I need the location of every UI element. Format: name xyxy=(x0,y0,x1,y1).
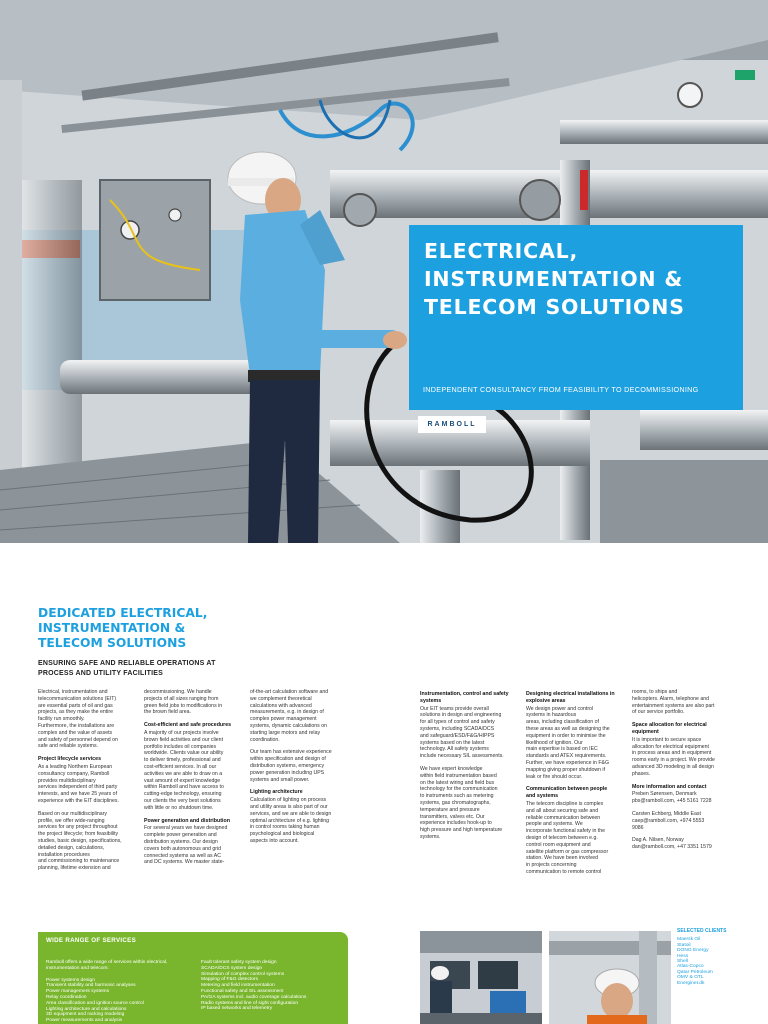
text-line: technology. All safety systems xyxy=(420,746,489,753)
text-line: psychological and biological xyxy=(250,831,315,838)
text-line: decommissioning. We handle xyxy=(144,689,212,695)
text-line: and safety of personnel depend on xyxy=(38,736,118,743)
hero-title-line: ELECTRICAL, xyxy=(424,239,579,263)
text-line: for all types of control and safety xyxy=(420,719,495,726)
paragraph xyxy=(420,706,520,760)
paragraph xyxy=(144,689,244,716)
text-line: Instrumentation, control and safety xyxy=(420,691,509,697)
text-line: telecommunication solutions (EIT) xyxy=(38,695,117,702)
text-line: transmitters, valves etc. Our xyxy=(420,813,485,820)
photo-control-room xyxy=(420,931,542,1024)
text-line: rooms, to ships and xyxy=(632,689,678,695)
paragraph xyxy=(250,797,350,845)
text-line: services, and we are able to design xyxy=(250,810,332,817)
text-line: Functional safety and SIL assessment xyxy=(201,988,284,994)
text-line: IP based networks and telemetry xyxy=(201,1006,273,1012)
contact-paragraph xyxy=(632,811,732,831)
text-line: We have expert knowledge xyxy=(420,765,483,772)
text-line: portfolio includes oil companies xyxy=(144,743,217,750)
text-line: Designing electrical installations in xyxy=(526,691,615,697)
text-line: interests, and we have 25 years of xyxy=(38,791,118,798)
text-line: The telecom discipline is complex xyxy=(526,800,604,807)
text-line: experience with the EIT disciplines. xyxy=(38,797,119,804)
paragraph xyxy=(632,737,732,778)
text-line: equipment xyxy=(632,728,659,735)
text-line: 9086 xyxy=(632,824,644,831)
text-line: explosive areas xyxy=(526,697,566,704)
control-room-image xyxy=(420,931,542,1024)
text-line: services for any project throughout xyxy=(38,824,118,831)
text-line: Simulation of complex control systems xyxy=(201,971,285,977)
text-line: with little or no shutdown time. xyxy=(144,804,214,811)
section-subtitle xyxy=(38,659,338,679)
section-subtitle-line: PROCESS AND UTILITY FACILITIES xyxy=(38,670,164,677)
text-line: Based on our multidisciplinary xyxy=(38,810,107,817)
text-line: worldwide. Clients value our ability xyxy=(144,750,224,757)
text-line: activities we are able to draw on a xyxy=(144,770,223,777)
text-line: systems xyxy=(420,697,442,704)
text-line: in projects concerning xyxy=(526,862,577,869)
text-line: Dag A. Nilsen, Norway xyxy=(632,837,684,844)
text-line: covers both autonomous and grid xyxy=(144,845,221,852)
text-line: advanced 3D modeling in all design xyxy=(632,763,714,770)
paragraph xyxy=(526,801,626,876)
text-line: Transient stability and harmonic analyses xyxy=(46,983,136,989)
text-line: and systems xyxy=(526,793,559,800)
text-line: equipment in order to minimise the xyxy=(526,732,606,739)
text-line: to instruments such as metering xyxy=(420,793,494,800)
text-line: installation procedures xyxy=(38,851,90,858)
text-line: Radio systems and line of sight configuration xyxy=(201,1000,299,1006)
text-column-1 xyxy=(38,689,138,878)
text-line: Area classification and ignition source control xyxy=(46,1000,144,1006)
text-line: our clients the very best solutions xyxy=(144,797,221,804)
text-line: Energinet.dk xyxy=(677,980,705,986)
text-line: planning, lifetime extension and xyxy=(38,865,111,872)
text-line: solutions in design and engineering xyxy=(420,712,502,719)
text-line: satellite platform or gas compressor xyxy=(526,848,609,855)
text-line: connected systems as well as AC xyxy=(144,852,221,859)
text-line: and commissioning to maintenance xyxy=(38,858,120,865)
text-line: Calculation of lighting on process xyxy=(250,797,327,804)
text-line: Carsten Echberg, Middle East xyxy=(632,810,701,817)
text-line: power generation including UPS xyxy=(250,769,325,776)
text-line: Fault tolerant safety system design xyxy=(201,960,277,965)
text-line: As a leading Northern European xyxy=(38,763,113,770)
text-line: projects, as they make the entire xyxy=(38,709,113,716)
text-line: high pressure and high temperature xyxy=(420,827,503,834)
text-line: PA/GA systems incl. audio coverage calculations xyxy=(201,994,307,1000)
text-line: profile, we offer wide-ranging xyxy=(38,817,105,824)
text-line: Our team has extensive experience xyxy=(250,749,332,756)
text-line: vast amount of expert knowledge xyxy=(144,777,221,784)
text-line: control room equipment and xyxy=(526,841,591,848)
text-line: allocation for electrical equipment xyxy=(632,743,709,750)
text-column-5 xyxy=(526,689,626,882)
text-line: phases. xyxy=(632,770,651,777)
text-line: cutting-edge technology, ensuring xyxy=(144,791,222,798)
ramboll-logo: RAMBOLL xyxy=(418,416,486,433)
text-line: in control rooms taking human xyxy=(250,824,320,831)
text-line: include necessary SIL assessments. xyxy=(420,753,504,760)
subheading: More information and contact xyxy=(632,783,707,790)
text-line: in process areas and in equipment xyxy=(632,750,712,757)
text-line: are essential parts of oil and gas xyxy=(38,702,113,709)
text-line: Statoil xyxy=(677,942,691,948)
text-line: reliable communication between xyxy=(526,814,601,821)
selected-clients xyxy=(677,929,757,986)
text-line: within field instrumentation based xyxy=(420,772,497,779)
paragraph xyxy=(250,749,350,783)
text-column-3 xyxy=(250,689,350,851)
text-line: detailed design, calculations, xyxy=(38,844,105,851)
text-line: leak or fire should occur. xyxy=(526,773,583,780)
text-line: to deliver timely, professional and xyxy=(144,757,221,764)
section-title xyxy=(38,606,268,651)
text-line: systems, dynamic calculations on xyxy=(250,722,327,729)
paragraph xyxy=(38,811,138,872)
text-line: incorporate functional safety in the xyxy=(526,828,606,835)
text-line: and utility areas is also part of our xyxy=(250,803,328,810)
text-line: provides multidisciplinary xyxy=(38,777,96,784)
text-line: Maersk Oil xyxy=(677,937,701,943)
text-line: green field jobs to modifications in xyxy=(144,702,223,709)
text-line: cost-efficient services. In all our xyxy=(144,763,217,770)
text-line: 3D equipment and racking modeling xyxy=(46,1012,125,1018)
text-line: coordination. xyxy=(250,736,280,743)
hero-title-line: INSTRUMENTATION & xyxy=(424,267,683,291)
paragraph xyxy=(526,706,626,781)
text-line: Ramboll offers a wide range of services within electrical, xyxy=(46,960,168,965)
text-column-4 xyxy=(420,689,520,847)
text-line: Hess xyxy=(677,953,689,959)
clients-list xyxy=(677,937,757,986)
text-line: DONG Energy xyxy=(677,948,709,954)
subheading xyxy=(632,722,732,736)
subheading: Project lifecycle services xyxy=(38,756,102,763)
text-line: station. We have been involved xyxy=(526,855,598,862)
paragraph xyxy=(38,689,138,750)
text-line: the project lifecycle; from feasibility xyxy=(38,831,119,838)
text-line: temperature and pressure xyxy=(420,806,480,813)
text-line: main expertise is based on IEC xyxy=(526,746,598,753)
photo-engineer xyxy=(549,931,671,1024)
text-line: safe and reliable systems. xyxy=(38,743,98,750)
text-line: complete power generation and xyxy=(144,832,217,839)
hero-title-line: TELECOM SOLUTIONS xyxy=(424,295,685,319)
text-line: Power measurements and analysis xyxy=(46,1018,123,1024)
text-line: mapping giving proper shutdown if xyxy=(526,766,606,773)
text-line: A majority of our projects involve xyxy=(144,729,219,736)
text-line: design of telecom between e.g. xyxy=(526,834,598,841)
text-line: Further, we have experience in F&G xyxy=(526,759,610,766)
text-column-6 xyxy=(632,689,732,857)
text-line: For several years we have designed xyxy=(144,825,228,832)
text-line: the brown field area. xyxy=(144,709,192,716)
text-line: complex power management xyxy=(250,716,317,723)
text-line: likelihood of ignition. Our xyxy=(526,739,583,746)
text-line: OMV & OTL xyxy=(677,975,704,981)
services-right-list xyxy=(201,960,341,1012)
text-line: aspects into account. xyxy=(250,837,299,844)
text-line: Furthermore, the installations are xyxy=(38,722,115,729)
contact-paragraph xyxy=(632,791,732,805)
text-column-2 xyxy=(144,689,244,872)
services-heading: WIDE RANGE OF SERVICES xyxy=(46,937,137,944)
text-line: We design power and control xyxy=(526,705,594,712)
text-line: rooms early in a project. We provide xyxy=(632,757,715,764)
text-line: Metering and field instrumentation xyxy=(201,983,275,989)
text-line: systems in hazardous xyxy=(526,712,577,719)
paragraph xyxy=(632,689,732,716)
text-line: Communication between people xyxy=(526,786,608,793)
text-line: Mapping of F&G detectors xyxy=(201,977,259,983)
section-title-line: TELECOM SOLUTIONS xyxy=(38,636,187,650)
text-line: complex and the value of assets xyxy=(38,729,113,736)
hero-title-box xyxy=(409,225,743,410)
text-line: Space allocation for electrical xyxy=(632,722,707,729)
text-line: technology for the communication xyxy=(420,786,498,793)
text-line: Qatar Petroleum xyxy=(677,969,713,975)
text-line: pbs@ramboll.com, +45 5161 7228 xyxy=(632,798,712,805)
clients-heading: SELECTED CLIENTS xyxy=(677,928,727,934)
text-line: and all about securing safe and xyxy=(526,807,599,814)
text-line: distribution systems, emergency xyxy=(250,762,325,769)
text-line: optimal architecture of e.g. lighting xyxy=(250,817,330,824)
text-line: services independent of third party xyxy=(38,784,118,791)
text-line: starting large motors and relay xyxy=(250,729,321,736)
text-line: and safeguard/ESD/F&G/HIPPS xyxy=(420,732,495,739)
text-line: brown field activities and our client xyxy=(144,736,224,743)
text-line: Relay coordination xyxy=(46,994,87,1000)
text-line: consultancy company, Ramboll xyxy=(38,770,110,777)
text-line: communication to remote control xyxy=(526,868,602,875)
paragraph xyxy=(144,730,244,812)
subheading xyxy=(526,691,626,705)
text-line: Atlas-Copco xyxy=(677,964,704,970)
text-line: entertainment systems are also part xyxy=(632,702,715,709)
subheading: Cost-efficient and safe procedures xyxy=(144,722,232,729)
services-left-list xyxy=(46,978,196,1024)
text-line: It is important to secure space xyxy=(632,736,702,743)
contact-paragraph xyxy=(632,837,732,851)
section-title-line: DEDICATED ELECTRICAL, xyxy=(38,606,208,620)
services-box xyxy=(38,932,348,1024)
text-line: Preben Sørensen, Denmark xyxy=(632,791,697,798)
text-line: these areas as well as designing the xyxy=(526,725,610,732)
text-line: systems and small power. xyxy=(250,776,310,783)
subheading xyxy=(420,691,520,705)
section-subtitle-line: ENSURING SAFE AND RELIABLE OPERATIONS AT xyxy=(38,660,216,667)
subheading: Power generation and distribution xyxy=(144,817,230,824)
subheading xyxy=(526,786,626,800)
text-line: SCADA/DCS system design xyxy=(201,965,263,971)
text-line: Power systems design xyxy=(46,977,95,983)
services-left-column xyxy=(46,960,196,1024)
text-line: dan@ramboll.com, +47 3351 1579 xyxy=(632,844,712,851)
paragraph xyxy=(144,825,244,866)
subheading: Lighting architecture xyxy=(250,789,303,796)
text-line: within Ramboll and have access to xyxy=(144,784,224,791)
text-line: Electrical, instrumentation and xyxy=(38,689,108,695)
text-line: we complement theoretical xyxy=(250,695,312,702)
text-line: Power management systems xyxy=(46,989,110,995)
engineer-image xyxy=(549,931,671,1024)
section-title-line: INSTRUMENTATION & xyxy=(38,621,186,635)
text-line: facility run smoothly. xyxy=(38,716,85,723)
text-line: on the latest wiring and field bus xyxy=(420,779,495,786)
text-line: helicopters. Alarm, telephone and xyxy=(632,695,709,702)
text-line: people and systems. We xyxy=(526,821,583,828)
hero-subtitle: INDEPENDENT CONSULTANCY FROM FEASIBILITY TO DECOMMISSIONING xyxy=(423,385,699,394)
services-intro xyxy=(46,960,196,972)
text-line: projects of all sizes ranging from xyxy=(144,695,219,702)
text-line: studies, basic design, specifications, xyxy=(38,837,122,844)
text-line: Our EIT teams provide overall xyxy=(420,705,489,712)
text-line: measurements, e.g. in design of xyxy=(250,709,324,716)
paragraph xyxy=(250,689,350,743)
text-line: experience includes hook-up to xyxy=(420,820,492,827)
text-line: areas, including classification of xyxy=(526,719,599,726)
text-line: of-the-art calculation software and xyxy=(250,689,329,695)
paragraph xyxy=(420,766,520,841)
text-line: Shell xyxy=(677,959,688,965)
text-line: instrumentation and telecom: xyxy=(46,965,109,971)
text-line: systems, including SCADA/DCS xyxy=(420,725,495,732)
text-line: within specification and design of xyxy=(250,756,326,763)
text-line: distribution systems. Our design xyxy=(144,838,218,845)
text-line: standards and ATEX requirements. xyxy=(526,753,607,760)
text-line: calculations with advanced xyxy=(250,702,312,709)
text-line: Lighting architecture and calculations xyxy=(46,1006,127,1012)
text-line: caep@ramboll.com, +974 5553 xyxy=(632,817,705,824)
paragraph xyxy=(38,764,138,805)
text-line: systems. xyxy=(420,833,441,840)
text-line: systems based on the latest xyxy=(420,739,485,746)
text-line: and DC systems. We master state- xyxy=(144,859,225,866)
text-line: of our service portfolio. xyxy=(632,709,685,716)
text-line: systems, gas chromatographs, xyxy=(420,799,491,806)
